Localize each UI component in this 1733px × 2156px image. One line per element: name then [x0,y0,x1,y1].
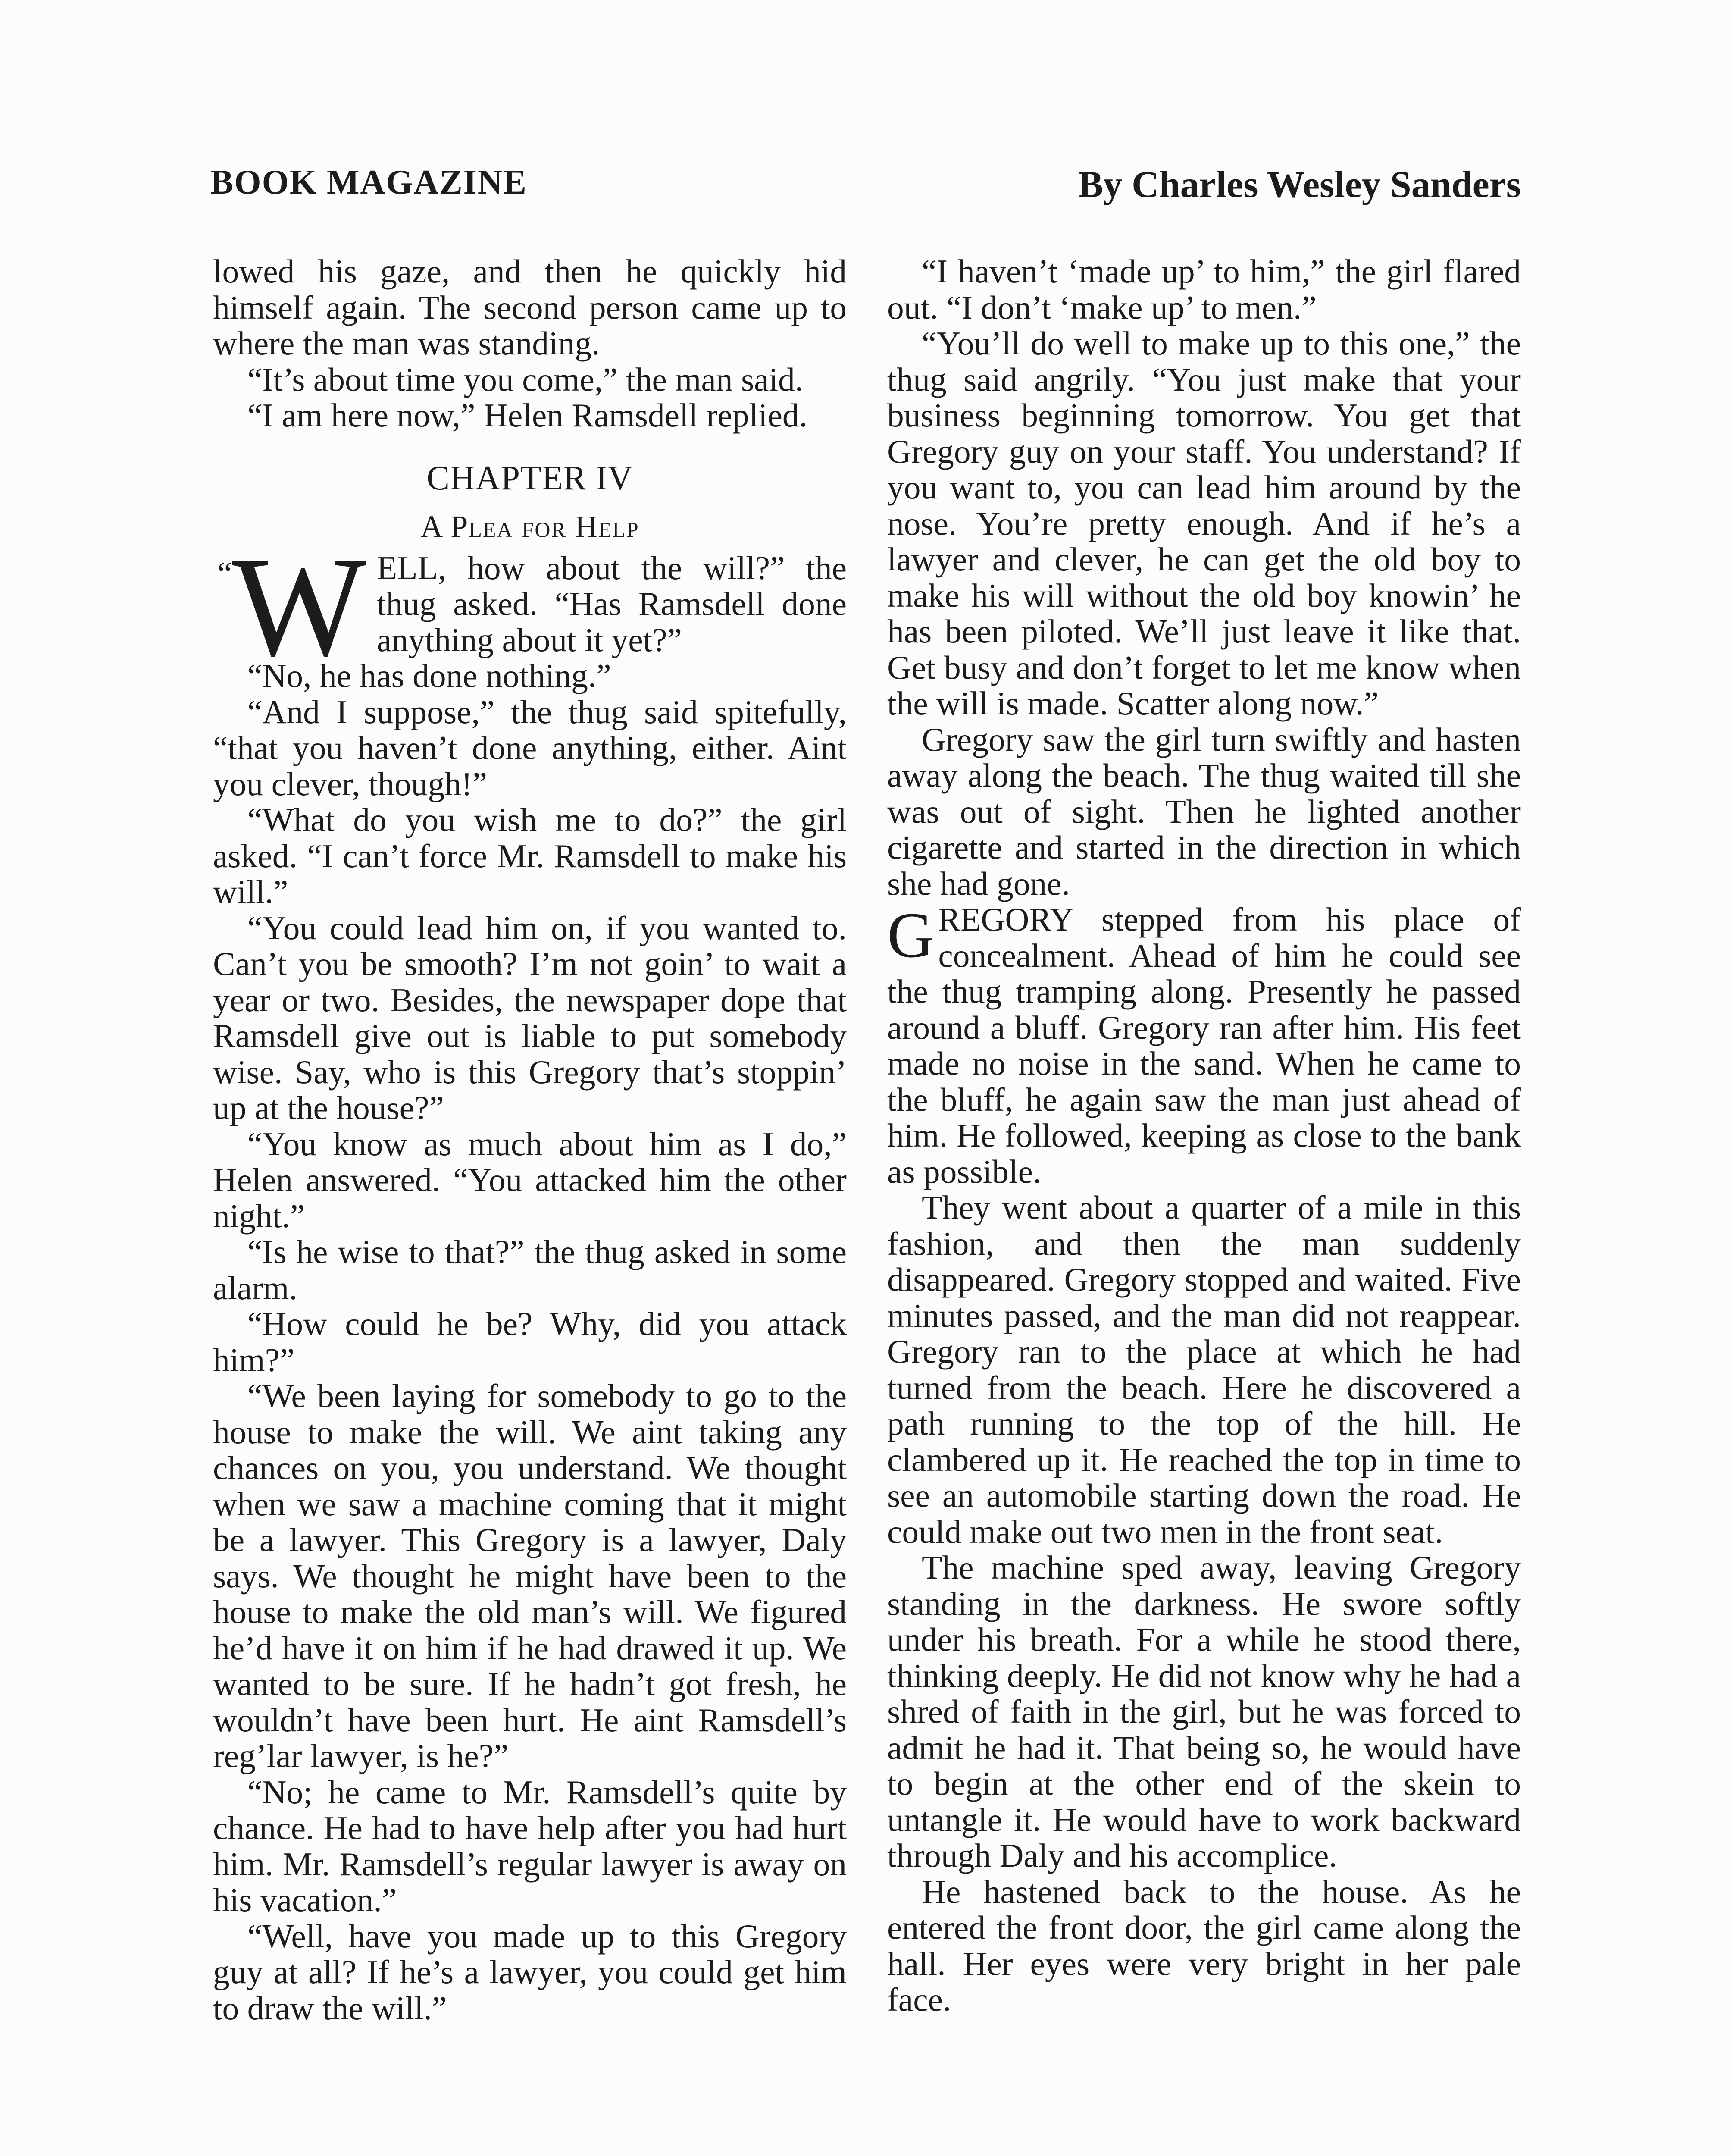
magazine-title: BOOK MAGAZINE [210,163,527,201]
paragraph: “You know as much about him as I do,” Helen answered. “You attacked him the other night.” [213,1125,847,1235]
left-text-column [213,254,847,2026]
paragraph: “We been laying for somebody to go to the house to make the will. We aint taking any chances on you, you understand. We thought when we saw a machine coming that it might be a lawyer. This Gregory is a lawyer, Daly says. We thought he might have been to the house to make the old man’s will. We figured he’d have it on him if he had drawed it up. We wanted to be sure. If he hadn’t got fresh, he wouldn’t have been hurt. He aint Ramsdell’s reg’lar lawyer, is he?” [213,1377,847,1774]
paragraph: “I haven’t ‘made up’ to him,” the girl flared out. “I don’t ‘make up’ to men.” [887,253,1521,326]
paragraph: Gregory saw the girl turn swiftly and hasten away along the beach. The thug waited till she was out of sight. Then he lighted another cigarette and started in the direction in which she had gone. [887,721,1521,902]
paragraph: “You’ll do well to make up to this one,” the thug said angrily. “You just make that your business beginning tomorrow. You get that Gregory guy on your staff. You understand? If you want to, you can lead him around by the nose. You’re pretty enough. And if he’s a lawyer and clever, he can get the old boy to make his will without the old boy knowin’ he has been piloted. We’ll just leave it like that. Get busy and don’t forget to let me know when the will is made. Scatter along now.” [887,325,1521,722]
paragraph: “Is he wise to that?” the thug asked in some alarm. [213,1233,847,1307]
paragraph-text: ELL, how about the will?” the thug asked. “Has Ramsdell done anything about it yet?” [376,549,847,658]
paragraph: “And I suppose,” the thug said spitefully, “that you haven’t done anything, either. Aint you clever, though!” [213,693,847,802]
paragraph: “I am here now,” Helen Ramsdell replied. [247,397,808,434]
chapter-title: CHAPTER IV [426,459,633,497]
running-header [210,163,1521,219]
paragraph: They went about a quarter of a mile in this fashion, and then the man suddenly disappeared. Gregory stopped and waited. Five minutes passed, and the man did not reappear. Gregory ran to the place at which he had turned from the beach. Here he discovered a path running to the top of the hill. He clambered up it. He reached the top in time to see an automobile starting down the road. He could make out two men in the front seat. [887,1189,1521,1550]
paragraph: “What do you wish me to do?” the girl asked. “I can’t force Mr. Ramsdell to make his will.” [213,801,847,910]
scene-opening-paragraph [887,899,1521,1190]
paragraph: The machine sped away, leaving Gregory standing in the darkness. He swore softly under his breath. For a while he stood there, thinking deeply. He did not know why he had a shred of faith in the girl, but he was forced to admit he had it. That being so, he would have to begin at the other end of the skein to untangle it. He would have to work backward through Daly and his accomplice. [887,1549,1521,1874]
paragraph: “You could lead him on, if you wanted to. Can’t you be smooth? I’m not goin’ to wait a year or two. Besides, the newspaper dope that Ramsdell give out is liable to put somebody wise. Say, who is this Gregory that’s stoppin’ up at the house?” [213,909,847,1126]
paragraph: “No; he came to Mr. Ramsdell’s quite by chance. He had to have help after you had hurt him. Mr. Ramsdell’s regular lawyer is away on his vacation.” [213,1773,847,1918]
drop-cap-letter: “W [217,528,366,686]
paragraph: “How could he be? Why, did you attack him?” [213,1305,847,1379]
chapter-subtitle: A Plea for Help [420,509,639,544]
paragraph: “It’s about time you come,” the man said. [247,360,804,398]
right-text-column [887,254,1521,2018]
author-byline: By Charles Wesley Sanders [1078,164,1521,206]
paragraph: “Well, have you made up to this Gregory guy at all? If he’s a lawyer, you could get him to draw the will.” [213,1917,847,2027]
paragraph: “No, he has done nothing.” [247,657,611,694]
paragraph-text: REGORY stepped from his place of concealment. Ahead of him he could see the thug tramping along. Presently he passed around a bluff. Gregory ran after him. His feet made no noise in the sand. When he came to the bluff, he again saw the man just ahead of him. He followed, keeping as close to the bank as possible. [887,901,1521,1190]
drop-cap-quote: “ [217,555,232,592]
drop-cap-letter: G [887,899,934,971]
paragraph: lowed his gaze, and then he quickly hid himself again. The second person came up to where the man was standing. [213,253,847,362]
paragraph: He hastened back to the house. As he entered the front door, the girl came along the hall. Her eyes were very bright in her pale face. [887,1873,1521,2018]
